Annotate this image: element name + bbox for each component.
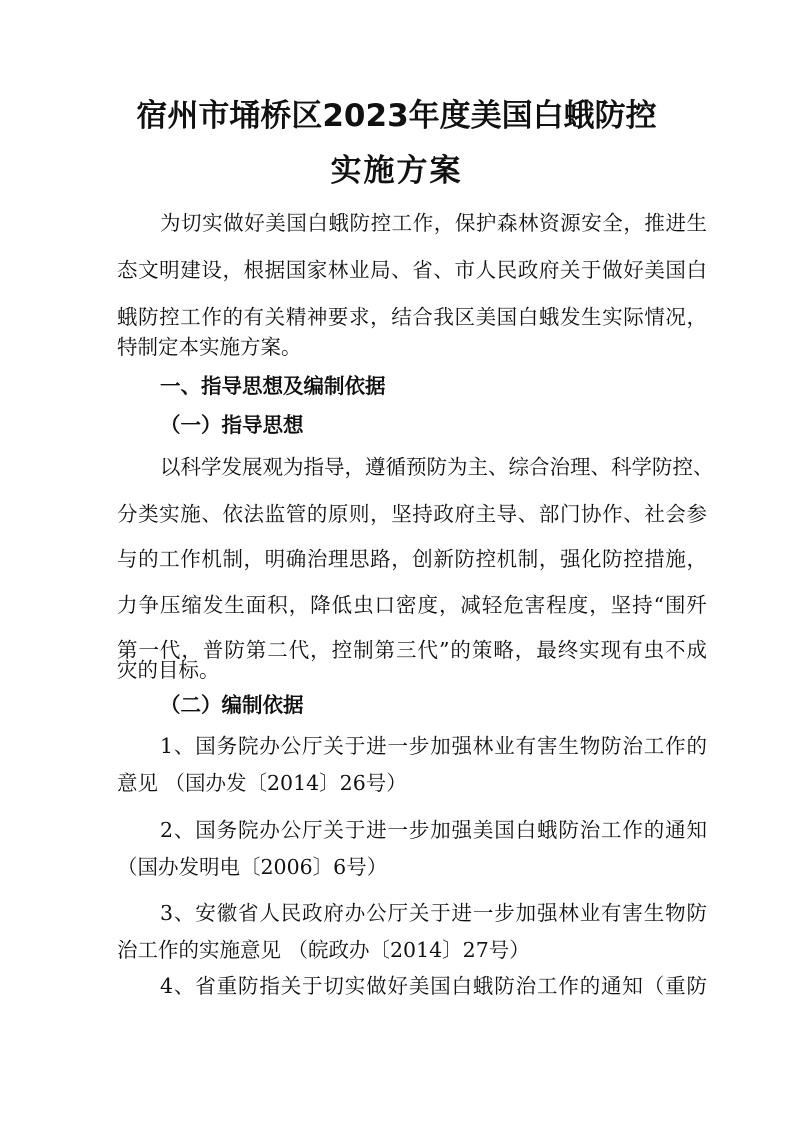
basis-line: 2、国务院办公厅关于进一步加强美国白蛾防治工作的通知 [160,818,707,842]
guiding-line: 第一代，普防第二代，控制第三代”的策略，最终实现有虫不成 [117,638,707,662]
section-heading: 一、指导思想及编制依据 [160,374,386,398]
subsection-heading: （二）编制依据 [160,693,304,717]
intro-line: 为切实做好美国白蛾防控工作，保护森林资源安全，推进生 [160,211,707,235]
subsection-heading: （一）指导思想 [160,413,304,437]
guiding-line: 与的工作机制，明确治理思路，创新防控机制，强化防控措施， [117,547,707,571]
intro-line: 特制定本实施方案。 [117,335,302,359]
guiding-line: 分类实施、依法监管的原则，坚持政府主导、部门协作、社会参 [117,502,707,526]
basis-line: 3、安徽省人民政府办公厅关于进一步加强林业有害生物防 [160,901,707,925]
basis-line: 意见 （国办发〔2014〕26号） [117,771,407,795]
guiding-line: 以科学发展观为指导，遵循预防为主、综合治理、科学防控、 [160,455,714,479]
guiding-line: 灾的目标。 [117,658,220,682]
guiding-line: 力争压缩发生面积，降低虫口密度，减轻危害程度，坚持“围歼 [117,593,707,617]
basis-line: 4、省重防指关于切实做好美国白蛾防治工作的通知（重防 [160,974,707,998]
document-title-line1: 宿州市埇桥区2023年度美国白蛾防控 [136,98,657,134]
basis-line: 治工作的实施意见 （皖政办〔2014〕27号） [117,938,530,962]
intro-line: 态文明建设，根据国家林业局、省、市人民政府关于做好美国白 [117,258,707,282]
document-title-line2: 实施方案 [330,153,463,189]
basis-line: （国办发明电〔2006〕6号） [117,855,388,879]
intro-line: 蛾防控工作的有关精神要求，结合我区美国白蛾发生实际情况， [117,305,707,329]
basis-line: 1、国务院办公厅关于进一步加强林业有害生物防治工作的 [160,734,707,758]
